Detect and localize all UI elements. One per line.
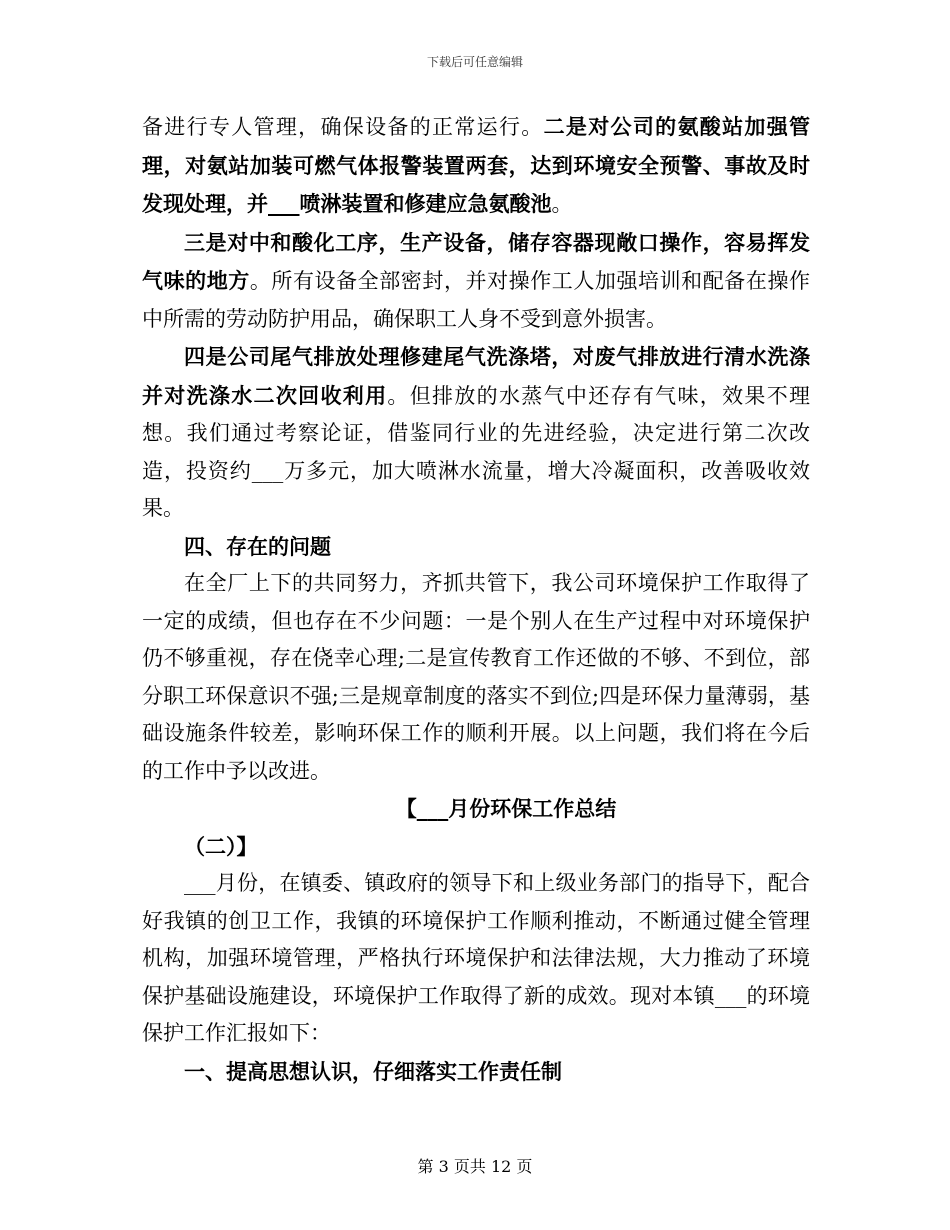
document-title: 【___月份环保工作总结 <box>395 796 617 821</box>
paragraph-monthly-report: ___月份，在镇委、镇政府的领导下和上级业务部门的指导下，配合好我镇的创卫工作，我镇的环境保护工作顺利推动，不断通过健全管理机构，加强环境管理，严格执行环境保护和法律法规，大力推动了环境保护基础设施建设，环境保护工作取得了新的成效。现对本镇___的环境保护工作汇报如下： <box>142 871 810 1045</box>
page-header: 下载后可任意编辑 <box>426 55 523 69</box>
page-footer: 第 3 页共 12 页 <box>417 1157 533 1176</box>
paragraph-text: 。但排放的水蒸气中还存有气味，效果不理想。我们通过考察论证，借鉴同行业的先进经验，决定进行第二次改造，投资约___万多元，加大喷淋水流量，增大冷凝面积，改善吸收效果。 <box>142 383 811 520</box>
paragraph-text: 。所有设备全部密封，并对操作工人加强培训和配备在操作中所需的劳动防护用品，确保职工人身不受到意外损害。 <box>142 269 811 331</box>
paragraph-text: 。 <box>551 192 573 216</box>
document-body <box>142 108 810 1090</box>
paragraph-exhaust-treatment <box>142 338 810 528</box>
document-subtitle: （二）】 <box>184 833 258 859</box>
paragraph-problems: 在全厂上下的共同努力，齐抓共管下，我公司环境保护工作取得了一定的成绩，但也存在不少问题：一是个别人在生产过程中对环境保护仍不够重视，存在侥幸心理;二是宣传教育工作还做的不够、不到位，部分职工环保意识不强;三是规章制度的落实不到位;四是环保力量薄弱，基础设施条件较差，影响环保工作的顺利开展。以上问题，我们将在今后的工作中予以改进。 <box>142 571 810 783</box>
paragraph-equipment-management <box>142 108 810 224</box>
paragraph-neutralization <box>142 224 810 339</box>
bold-text: 四是公司尾气排放处理修建尾气洗涤塔，对废气排放进行清水洗涤并对洗涤水二次回收利用 <box>142 344 810 408</box>
bold-text: 二是对公司的氨酸站加强管理，对氨站加装可燃气体报警装置两套，达到环境安全预警、事故及时发现处理，并___喷淋装置和修建应急氨酸池 <box>142 114 811 216</box>
bold-text: 三是对中和酸化工序，生产设备，储存容器现敞口操作，容易挥发气味的地方 <box>142 229 810 293</box>
section-heading-problems: 四、存在的问题 <box>184 533 331 559</box>
paragraph-text: 备进行专人管理，确保设备的正常运行。 <box>142 115 544 139</box>
section-heading-responsibility: 一、提高思想认识，仔细落实工作责任制 <box>184 1058 562 1084</box>
